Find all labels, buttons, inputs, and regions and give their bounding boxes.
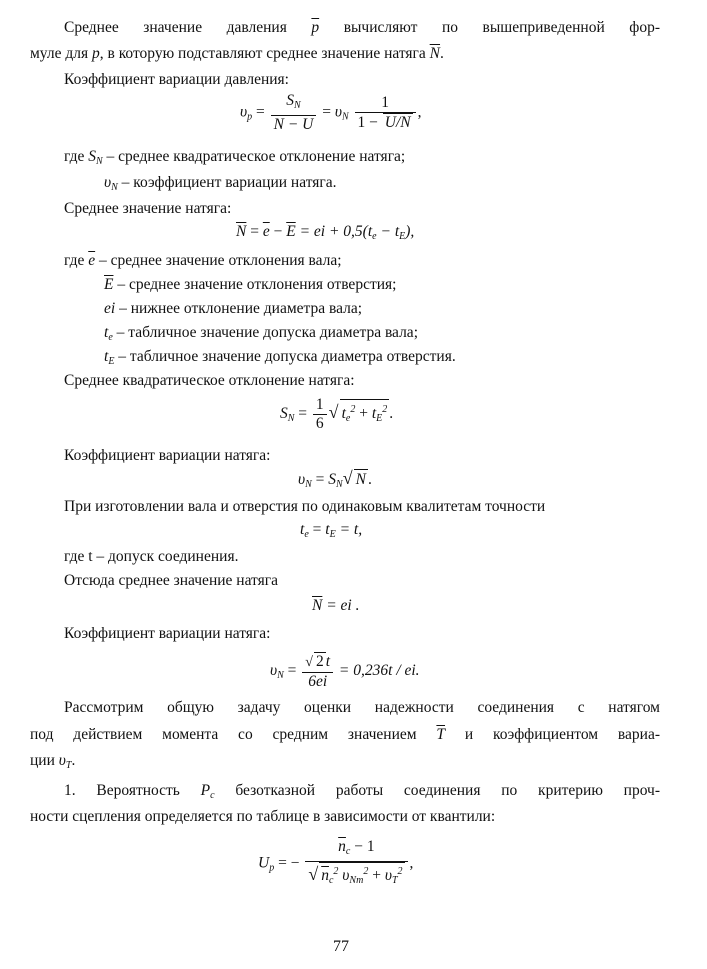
- math-symbol: P: [200, 782, 211, 799]
- text-span: Коэффициент вариации давления:: [64, 71, 289, 88]
- text-span: – табличное значение допуска диаметра отверстия.: [118, 348, 456, 365]
- text-line: [64, 251, 342, 271]
- math-symbol: t: [104, 348, 109, 365]
- math-symbol: p: [92, 45, 100, 62]
- text-span: – табличное значение допуска диаметра вала;: [116, 324, 418, 341]
- text-line: [64, 497, 545, 517]
- math-symbol: $\overline{E}$: [104, 276, 114, 293]
- text-span: Среднее значение натяга:: [64, 200, 232, 217]
- text-line: [64, 571, 278, 591]
- page-number: 77: [333, 938, 349, 955]
- text-span: где: [64, 148, 85, 165]
- text-span: Среднее значение давления: [64, 19, 287, 36]
- text-line: [30, 751, 75, 776]
- math-symbol: υ: [104, 174, 112, 191]
- text-line: [104, 299, 362, 319]
- equation-3: $S_N$ = $\frac{1}{6}$ √ $t_e^2 + t_E^2$ .: [280, 396, 394, 432]
- text-span: Коэффициент вариации натяга:: [64, 625, 271, 642]
- math-symbol: υ: [58, 752, 66, 769]
- text-line: [104, 347, 456, 372]
- text-span: вычисляют по вышеприведенной фор-: [343, 19, 660, 36]
- math-symbol: $\overline{T}$: [436, 726, 446, 743]
- text-line: [104, 173, 337, 198]
- text-line: [64, 199, 231, 219]
- equation-4: $\upsilon_N = S_N√$ N .: [298, 468, 372, 490]
- text-span: Коэффициент вариации натяга:: [64, 447, 271, 464]
- equation-8: $U_p$ = − $\frac{\overline{n}_c - 1}{√ n_c^2 \upsilon_{Nm}^2 + \upsilon_T^2}$ ,: [258, 838, 413, 890]
- math-subscript: N: [111, 182, 118, 193]
- text-line: [64, 624, 270, 644]
- text-span: – среднее значение отклонения вала;: [99, 252, 342, 269]
- text-line: [104, 275, 396, 295]
- text-span: Рассмотрим общую задачу оценки надежности соединения с натягом: [64, 699, 660, 716]
- equation-2: $\overline{N} = \overline{e} - \overline{E}$ = ei + $0,5(t_e - t_E)$,: [236, 223, 415, 242]
- text-span: – коэффициент вариации натяга.: [121, 174, 337, 191]
- math-subscript: c: [210, 790, 215, 801]
- text-span: где: [64, 252, 85, 269]
- text-span: под действием момента со средним значением: [30, 726, 417, 743]
- math-symbol: $\overline{e}$: [88, 252, 96, 269]
- math-subscript: E: [108, 356, 115, 367]
- math-symbol: S: [88, 148, 96, 165]
- math-symbol: ei: [104, 300, 116, 317]
- text-line: [64, 698, 660, 718]
- math-symbol: $\overline{N}$: [429, 45, 441, 62]
- text-span: муле для: [30, 45, 92, 62]
- text-span: Отсюда среднее значение натяга: [64, 572, 278, 589]
- text-span: – среднее квадратическое отклонение натяга;: [106, 148, 406, 165]
- math-subscript: e: [108, 332, 113, 343]
- text-span: – нижнее отклонение диаметра вала;: [119, 300, 363, 317]
- text-span: При изготовлении вала и отверстия по одинаковым квалитетам точности: [64, 498, 546, 515]
- text-line: [64, 781, 660, 806]
- text-line: [64, 371, 355, 391]
- text-line: [64, 147, 405, 172]
- text-span: безотказной работы соединения по критерию проч-: [235, 782, 661, 799]
- text-line: [64, 446, 270, 466]
- math-subscript: T: [65, 760, 72, 771]
- text-span: ции: [30, 752, 55, 769]
- text-line: [30, 807, 495, 827]
- text-span: где t – допуск соединения.: [64, 548, 239, 565]
- text-line: [64, 547, 238, 567]
- text-span: – среднее значение отклонения отверстия;: [117, 276, 397, 293]
- math-symbol: $\overline{p}$: [311, 19, 320, 36]
- text-span: 1. Вероятность: [64, 782, 180, 799]
- equation-5: $t_e = t_E = t$,: [300, 521, 363, 540]
- text-line: [64, 18, 660, 38]
- equation-1: $\upsilon_p$ = $\frac{S_N}{N - U}$ = $\upsilon_N$ $\frac{1}{1 - U/N}$ ,: [240, 92, 422, 133]
- equation-6: $\overline{N}$ = ei .: [312, 597, 360, 614]
- math-subscript: N: [95, 156, 103, 167]
- text-line: [30, 725, 660, 745]
- text-span: ности сцепления определяется по таблице в зависимости от квантили:: [30, 808, 496, 825]
- text-span: Среднее квадратическое отклонение натяга:: [64, 372, 355, 389]
- text-span: .: [440, 45, 444, 62]
- text-span: , в которую подставляют среднее значение натяга: [99, 45, 426, 62]
- text-line: [104, 323, 418, 348]
- text-span: и коэффициентом вариа-: [464, 726, 660, 743]
- text-line: [64, 70, 289, 90]
- text-span: .: [71, 752, 76, 769]
- text-line: [30, 44, 444, 64]
- equation-7: $\upsilon_N$ = $\frac{√ 2 t}{6ei}$ = 0,236t / ei.: [270, 653, 420, 690]
- math-symbol: t: [104, 324, 109, 341]
